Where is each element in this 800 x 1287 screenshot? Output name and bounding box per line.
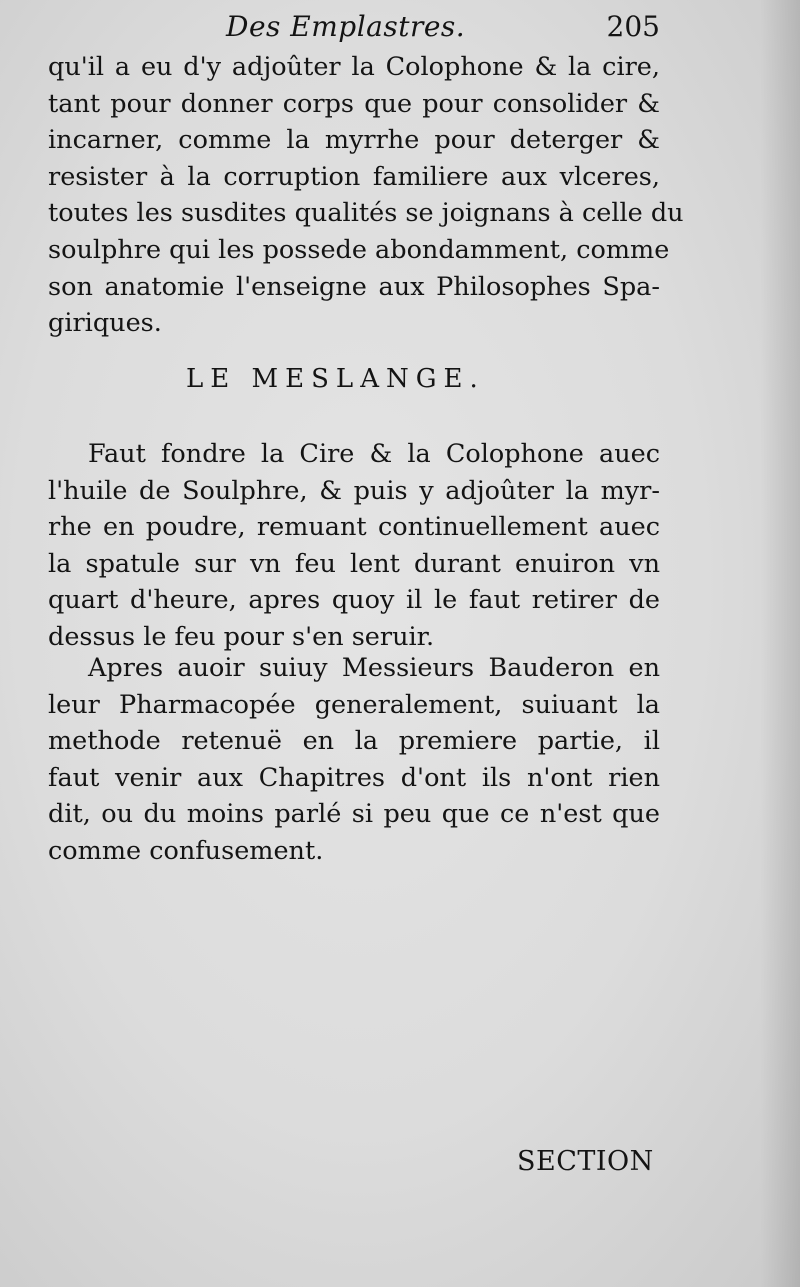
text-line: faut venir aux Chapitres d'ont ils n'ont rien [48, 762, 660, 793]
page-header [48, 10, 660, 50]
text-line: Apres auoir suiuy Messieurs Bauderon en [88, 653, 660, 683]
text-line: son anatomie l'enseigne aux Philosophes Spa- [48, 271, 660, 302]
text-line: incarner, comme la myrrhe pour deterger & [48, 125, 660, 156]
running-head: Des Emplastres. [226, 10, 466, 43]
text-line: comme confusement. [48, 835, 324, 866]
text-line: la spatule sur vn feu lent durant enuiron vn [48, 548, 660, 579]
text-line: dit, ou du moins parlé si peu que ce n'est que [48, 799, 660, 830]
text-line: leur Pharmacopée generalement, suiuant la [48, 689, 660, 720]
text-line: soulphre qui les possede abondamment, comme [48, 234, 670, 265]
paragraph-continuation [48, 49, 684, 342]
text-line: tant pour donner corps que pour consolider & [48, 88, 660, 119]
section-heading: LE MESLANGE. [186, 364, 485, 394]
text-line: rhe en poudre, remuant continuellement auec [48, 512, 660, 543]
text-line: Faut fondre la Cire & la Colophone auec [88, 439, 660, 469]
text-line: giriques. [48, 308, 162, 339]
text-line: methode retenuë en la premiere partie, il [48, 726, 660, 757]
text-line: l'huile de Soulphre, & puis y adjoûter la myr- [48, 475, 660, 506]
catchword: SECTION [517, 1146, 654, 1177]
text-line: dessus le feu pour s'en seruir. [48, 621, 435, 652]
text-line: qu'il a eu d'y adjoûter la Colophone & la cire, [48, 52, 660, 82]
text-line: quart d'heure, apres quoy il le faut retirer de [48, 585, 660, 616]
page-number: 205 [606, 10, 660, 43]
page-gutter-shadow [760, 0, 800, 1287]
text-line: resister à la corruption familiere aux vlceres, [48, 161, 660, 192]
paragraph-apres [48, 650, 660, 870]
paragraph-meslange [48, 436, 660, 656]
text-line: toutes les susdites qualités se joignans à celle du [48, 198, 684, 229]
